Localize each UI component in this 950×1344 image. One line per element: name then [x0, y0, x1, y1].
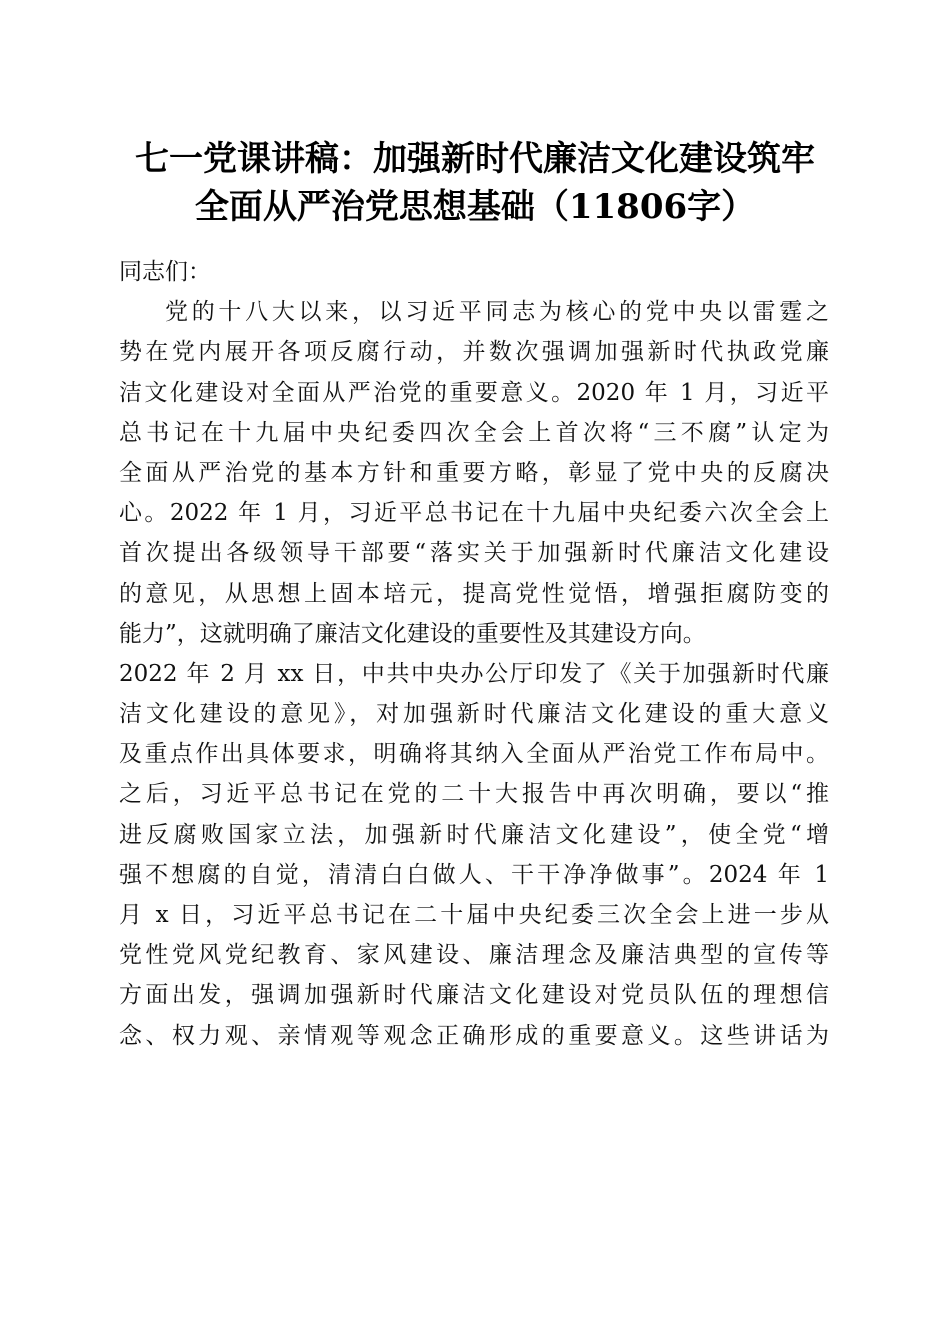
document-title: [110, 135, 840, 231]
title-line-2: 全面从严治党思想基础（11806字）: [194, 187, 756, 227]
salutation: 同志们：: [119, 259, 211, 285]
paragraph-line: 方面出发，强调加强新时代廉洁文化建设对党员队伍的理想信: [119, 982, 829, 1009]
paragraph-line: 念、权力观、亲情观等观念正确形成的重要意义。这些讲话为: [119, 1022, 829, 1049]
paragraph-line: 势在党内展开各项反腐行动，并数次强调加强新时代执政党廉: [119, 339, 829, 366]
paragraph-line: 全面从严治党的基本方针和重要方略，彰显了党中央的反腐决: [119, 459, 829, 486]
paragraph-line: 的意见，从思想上固本培元，提高党性觉悟，增强拒腐防变的: [119, 580, 829, 607]
paragraph-line: 之后，习近平总书记在党的二十大报告中再次明确，要以“推: [119, 781, 829, 808]
paragraph-line: 党的十八大以来，以习近平同志为核心的党中央以雷霆之: [165, 299, 829, 326]
paragraph-line: 2022 年 2 月 xx 日，中共中央办公厅印发了《关于加强新时代廉: [119, 660, 829, 687]
paragraph-line: 能力”，这就明确了廉洁文化建设的重要性及其建设方向。: [119, 620, 706, 647]
paragraph-line: 进反腐败国家立法，加强新时代廉洁文化建设”，使全党“增: [119, 821, 829, 848]
document-body: [119, 252, 829, 1056]
paragraph-line: 月 x 日，习近平总书记在二十届中央纪委三次全会上进一步从: [119, 902, 829, 928]
title-line-1: 七一党课讲稿：加强新时代廉洁文化建设筑牢: [135, 139, 815, 179]
paragraph-line: 强不想腐的自觉，清清白白做人、干干净净做事”。2024 年 1: [119, 861, 829, 888]
paragraph-line: 党性党风党纪教育、家风建设、廉洁理念及廉洁典型的宣传等: [119, 942, 829, 969]
paragraph-line: 心。2022 年 1 月，习近平总书记在十九届中央纪委六次全会上: [119, 500, 829, 527]
paragraph-line: 首次提出各级领导干部要“落实关于加强新时代廉洁文化建设: [119, 540, 829, 567]
paragraph-line: 总书记在十九届中央纪委四次全会上首次将“三不腐”认定为: [119, 419, 829, 446]
paragraph-line: 洁文化建设的意见》，对加强新时代廉洁文化建设的重大意义: [119, 701, 829, 728]
paragraph-line: 洁文化建设对全面从严治党的重要意义。2020 年 1 月，习近平: [119, 379, 829, 406]
paragraph-line: 及重点作出具体要求，明确将其纳入全面从严治党工作布局中。: [119, 741, 829, 768]
